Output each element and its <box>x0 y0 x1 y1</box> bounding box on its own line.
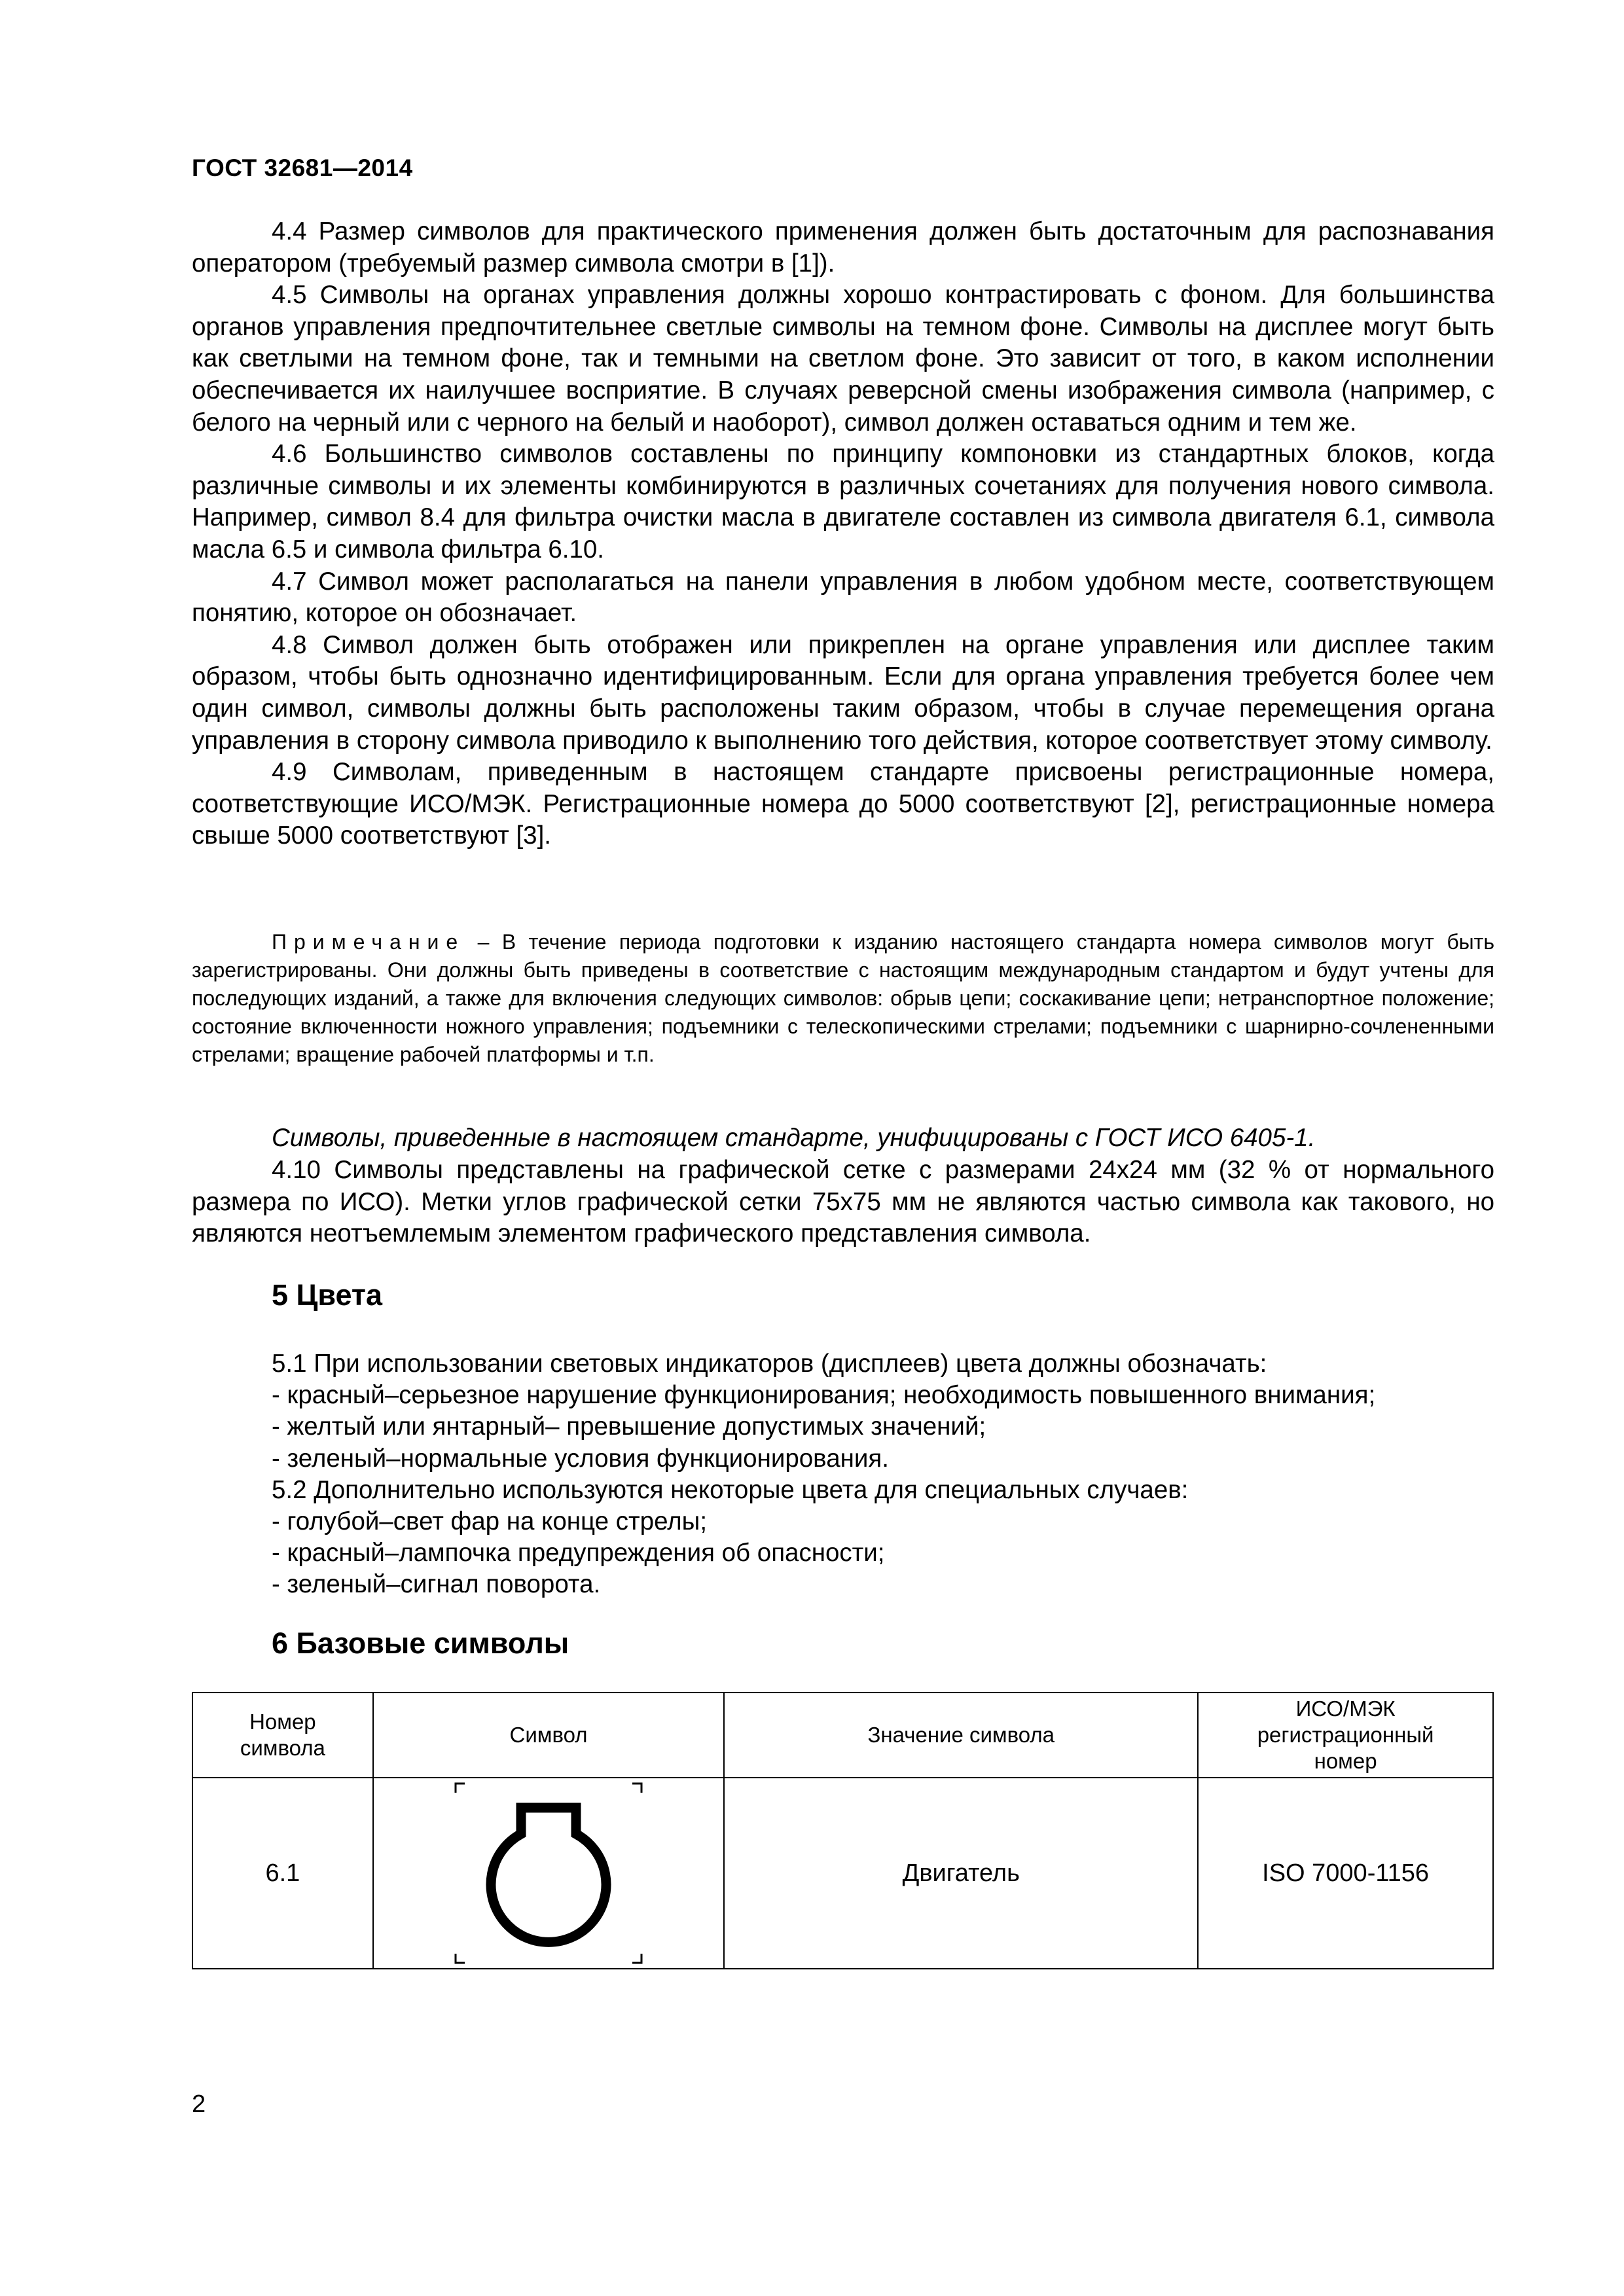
engine-icon <box>450 1778 647 1968</box>
list-line: 5.2 Дополнительно используются некоторые цвета для специальных случаев: <box>272 1475 1189 1504</box>
page-number: 2 <box>192 2090 206 2118</box>
note-label: Примечание <box>272 930 465 954</box>
header-iso: ИСО/МЭК регистрационный номер <box>1198 1693 1493 1778</box>
cell-number: 6.1 <box>192 1778 373 1969</box>
header-meaning: Значение символа <box>724 1693 1198 1778</box>
cell-iso: ISO 7000-1156 <box>1198 1778 1493 1969</box>
cell-meaning: Двигатель <box>724 1778 1198 1969</box>
paragraph-4-9: 4.9 Символам, приведенным в настоящем стандарте присвоены регистрационные номера, соответствующие ИСО/МЭК. Регистрационные номера до 5000 соответствуют [2], регистрационные номера свыше 5000 соответствуют [3]. <box>192 758 1494 850</box>
clause-4-body <box>192 216 1494 852</box>
section-5-list <box>272 1348 1375 1601</box>
list-line: - красный–серьезное нарушение функционирования; необходимость повышенного внимания; <box>272 1381 1376 1410</box>
table-row <box>192 1778 1493 1969</box>
list-line: - зеленый–нормальные условия функционирования. <box>272 1444 889 1473</box>
paragraph-4-8: 4.8 Символ должен быть отображен или прикреплен на органе управления или дисплее таким образом, чтобы быть однозначно идентифицированным. Если для органа управления требуется более чем один символ, символы должны быть расположены таким образом, чтобы в случае перемещения органа управления в сторону символа приводило к выполнению того действия, которое соответствует этому символу. <box>192 630 1494 755</box>
clause-4-10-body <box>192 1155 1494 1250</box>
header-number: Номер символа <box>192 1693 373 1778</box>
section-6-title: 6 Базовые символы <box>272 1626 569 1660</box>
table-header-row <box>192 1693 1493 1778</box>
paragraph-4-4: 4.4 Размер символов для практического применения должен быть достаточным для распознавания оператором (требуемый размер символа смотри в [1]). <box>192 217 1494 278</box>
paragraph-4-6: 4.6 Большинство символов составлены по принципу компоновки из стандартных блоков, когда различные символы и их элементы комбинируются в различных сочетаниях для получения нового символа. Например, символ 8.4 для фильтра очистки масла в двигателе составлен из символа двигателя 6.1, символа масла 6.5 и символа фильтра 6.10. <box>192 440 1494 564</box>
document-header: ГОСТ 32681—2014 <box>192 154 413 181</box>
list-line: - зеленый–сигнал поворота. <box>272 1570 601 1599</box>
note-text: – В течение периода подготовки к изданию настоящего стандарта номера символов могут быть зарегистрированы. Они должны быть приведены в соответствие с настоящим международным стандартом и будут учтены для последующих изданий, а также для включения следующих символов: обрыв цепи; соскакивание цепи; нетранспортное положение; состояние включенности ножного управления; подъемники с телескопическими стрелами; подъемники с шарнирно-сочлененными стрелами; вращение рабочей платформы и т.п. <box>192 930 1494 1066</box>
section-5-title: 5 Цвета <box>272 1278 382 1312</box>
list-line: - красный–лампочка предупреждения об опасности; <box>272 1539 885 1568</box>
paragraph-4-7: 4.7 Символ может располагаться на панели управления в любом удобном месте, соответствующем понятию, которое он обозначает. <box>192 567 1494 628</box>
symbols-table <box>192 1692 1494 1969</box>
list-line: - желтый или янтарный– превышение допустимых значений; <box>272 1412 986 1441</box>
cell-symbol <box>373 1778 725 1969</box>
note-block <box>192 928 1494 1069</box>
list-line: 5.1 При использовании световых индикаторов (дисплеев) цвета должны обозначать: <box>272 1350 1267 1378</box>
paragraph-4-10: 4.10 Символы представлены на графической сетке с размерами 24x24 мм (32 % от нормального размера по ИСО). Метки углов графической сетки 75x75 мм не являются частью символа как такового, но являются неотъемлемым элементом графического представления символа. <box>192 1156 1494 1248</box>
unification-statement: Символы, приведенные в настоящем стандарте, унифицированы с ГОСТ ИСО 6405-1. <box>272 1124 1316 1152</box>
header-symbol: Символ <box>373 1693 725 1778</box>
list-line: - голубой–свет фар на конце стрелы; <box>272 1507 708 1536</box>
paragraph-4-5: 4.5 Символы на органах управления должны хорошо контрастировать с фоном. Для большинства органов управления предпочтительнее светлые символы на темном фоне. Символы на дисплее могут быть как светлыми на темном фоне, так и темными на светлом фоне. Это зависит от того, в каком исполнении обеспечивается их наилучшее восприятие. В случаях реверсной смены изображения символа (например, с белого на черный или с черного на белый и наоборот), символ должен оставаться одним и тем же. <box>192 281 1494 437</box>
